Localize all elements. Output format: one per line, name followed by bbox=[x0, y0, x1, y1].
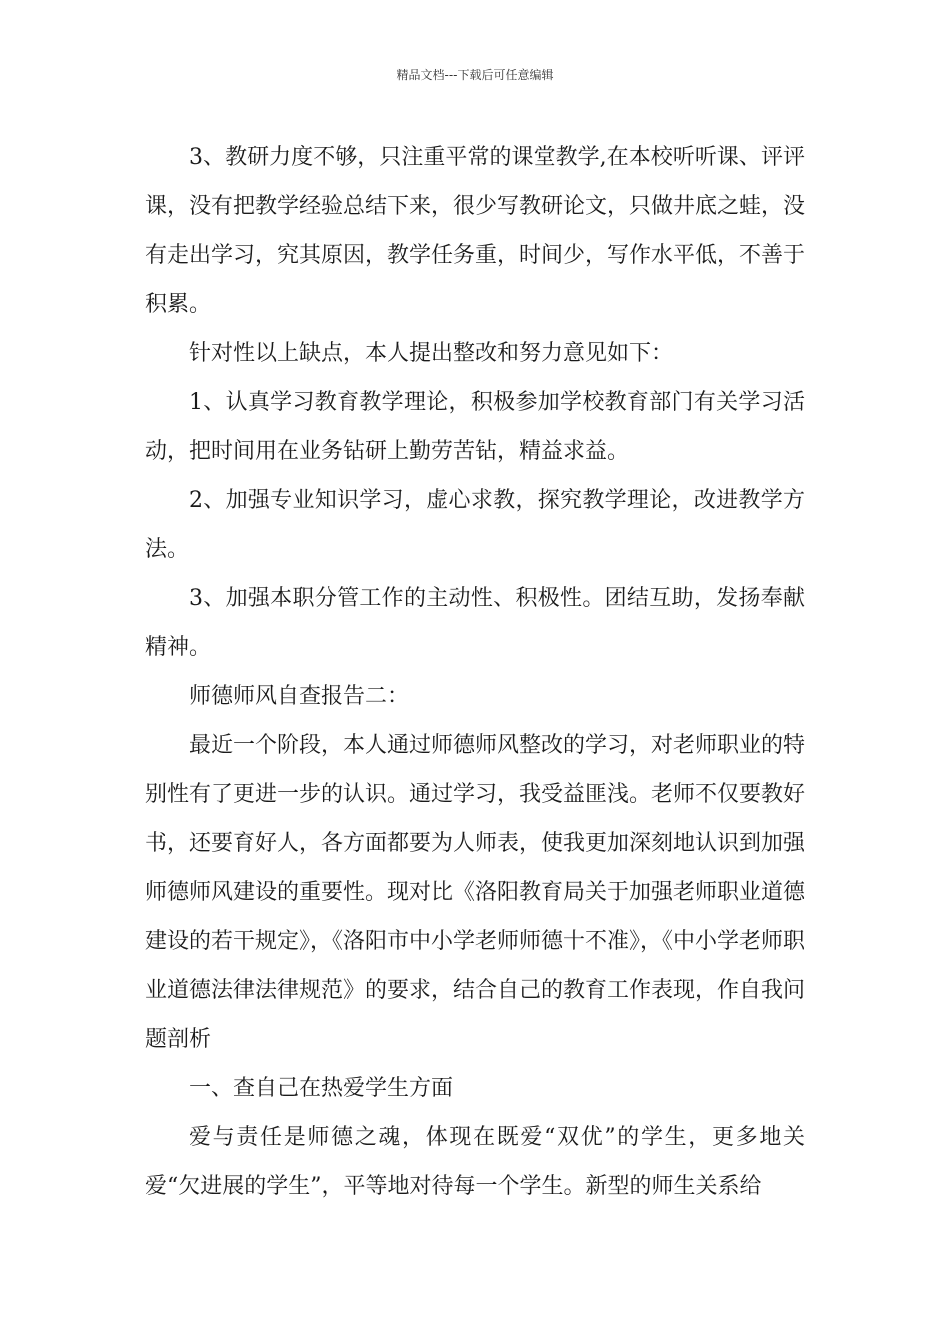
page-header: 精品文档---下载后可任意编辑 bbox=[396, 68, 554, 82]
section-heading-love-students: 一、查自己在热爱学生方面 bbox=[189, 1076, 454, 1101]
paragraph-3: 1、认真学习教育教学理论，积极参加学校教育部门有关学习活动，把时间用在业务钻研上勤劳苦钻，精益求益。 bbox=[145, 390, 805, 464]
paragraph-5: 3、加强本职分管工作的主动性、积极性。团结互助，发扬奉献精神。 bbox=[145, 586, 805, 660]
section-heading-report-two: 师德师风自查报告二： bbox=[189, 684, 410, 709]
paragraph-9: 爱与责任是师德之魂，体现在既爱“双优”的学生，更多地关爱“欠进展的学生”，平等地对待每一个学生。新型的师生关系给 bbox=[145, 1125, 805, 1199]
paragraph-1: 3、教研力度不够，只注重平常的课堂教学,在本校听听课、评评课，没有把教学经验总结下来，很少写教研论文，只做井底之蛙，没有走出学习，究其原因，教学任务重，时间少，写作水平低，不善于积累。 bbox=[145, 145, 806, 317]
document-body bbox=[145, 133, 805, 1211]
paragraph-2: 针对性以上缺点，本人提出整改和努力意见如下： bbox=[189, 341, 674, 366]
paragraph-4: 2、加强专业知识学习，虚心求教，探究教学理论，改进教学方法。 bbox=[145, 488, 805, 562]
paragraph-7: 最近一个阶段，本人通过师德师风整改的学习，对老师职业的特别性有了更进一步的认识。通过学习，我受益匪浅。老师不仅要教好书，还要育好人，各方面都要为人师表，使我更加深刻地认识到加强师德师风建设的重要性。现对比《洛阳教育局关于加强老师职业道德建设的若干规定》，《洛阳市中小学老师师德十不准》，《中小学老师职业道德法律法律规范》的要求，结合自己的教育工作表现，作自我问题剖析 bbox=[145, 733, 806, 1052]
